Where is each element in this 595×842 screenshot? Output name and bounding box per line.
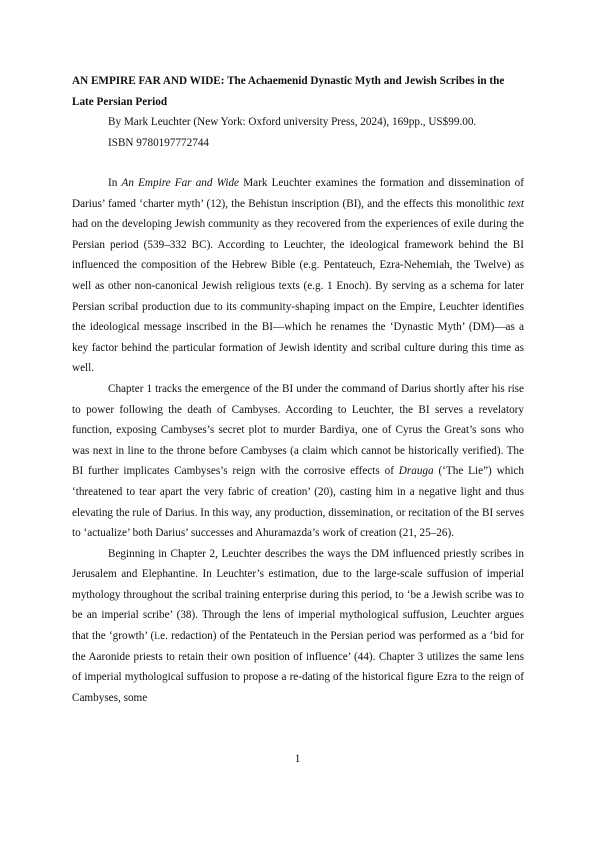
biblio-line-isbn: ISBN 9780197772744 [108, 136, 210, 149]
p1-lead: In [108, 177, 122, 189]
book-title-italic: An Empire Far and Wide [121, 177, 240, 189]
text-italic: text [507, 197, 524, 210]
p2-text-b: (‘The Lie”) which ‘threatened to tear apart the very fabric of creation’ (20), casting him in a negative light and thus elevating the rule of Darius. In this way, any production, dissemination, or recitation of the BI serves to ‘actualize’ both Darius’ successes and Ahuramazda’s work of creation (21, 25–26). [72, 465, 524, 540]
paragraph-chapter-2 [72, 544, 524, 709]
p3-text-a: Beginning in Chapter 2, Leuchter describes the ways the DM influenced priestly scribes in Jerusalem and Elephantine. In Leuchter’s estimation, due to the large-scale suffusion of imperial mythology throughout the scribal training enterprise during this period, to ‘be a Jewish scribe was to be an imperial scribe’ (38). Through the lens of imperial mythological suffusion, Leuchter argues that the ‘growth’ (i.e. redaction) of the Pentateuch in the Persian period was performed as a ‘bid for the Aaronide priests to retain their own position of influence’ (44). Chapter 3 utilizes the same lens of imperial mythological suffusion to propose a re-dating of the historical figure Ezra to the reign of Cambyses, some [72, 547, 524, 704]
review-heading: AN EMPIRE FAR AND WIDE: The Achaemenid Dynastic Myth and Jewish Scribes in the Late Persian Period [72, 75, 505, 108]
p1-text-a: Mark Leuchter examines the formation and dissemination of Darius’ famed ‘charter myth’ (12), the Behistun inscription (BI), and the effects this monolithic [72, 177, 524, 210]
drauga-italic: Drauga [398, 465, 434, 478]
p1-text-b: had on the developing Jewish community as they recovered from the experiences of exile during the Persian period (539–332 BC). According to Leuchter, the ideological framework behind the BI influenced the composition of the Hebrew Bible (e.g. Pentateuch, Ezra-Nehemiah, the Twelve) as well as other non-canonical Jewish religious texts (e.g. 1 Enoch). By serving as a schema for later Persian scribal production due to its community-shaping impact on the Empire, Leuchter identifies the ideological message inscribed in the BI—which he renames the ‘Dynastic Myth’ (DM)—as a key factor behind the particular formation of Jewish identity and scribal culture during this time as well. [72, 218, 524, 375]
review-body [72, 173, 524, 708]
p2-text-a: Chapter 1 tracks the emergence of the BI under the command of Darius shortly after his rise to power following the death of Cambyses. According to Leuchter, the BI serves a revelatory function, exposing Cambyses’s secret plot to murder Bardiya, one of Cyrus the Great’s sons who was next in line to the throne before Cambyses (a claim which cannot be historically verified). The BI further implicates Cambyses’s reign with the corrosive effects of [72, 382, 524, 478]
paragraph-chapter-1 [72, 379, 524, 544]
page-number: 1 [294, 753, 301, 765]
bibliographic-info [108, 112, 528, 153]
paragraph-intro [72, 173, 524, 379]
biblio-line-publication: By Mark Leuchter (New York: Oxford university Press, 2024), 169pp., US$99.00. [108, 116, 477, 128]
